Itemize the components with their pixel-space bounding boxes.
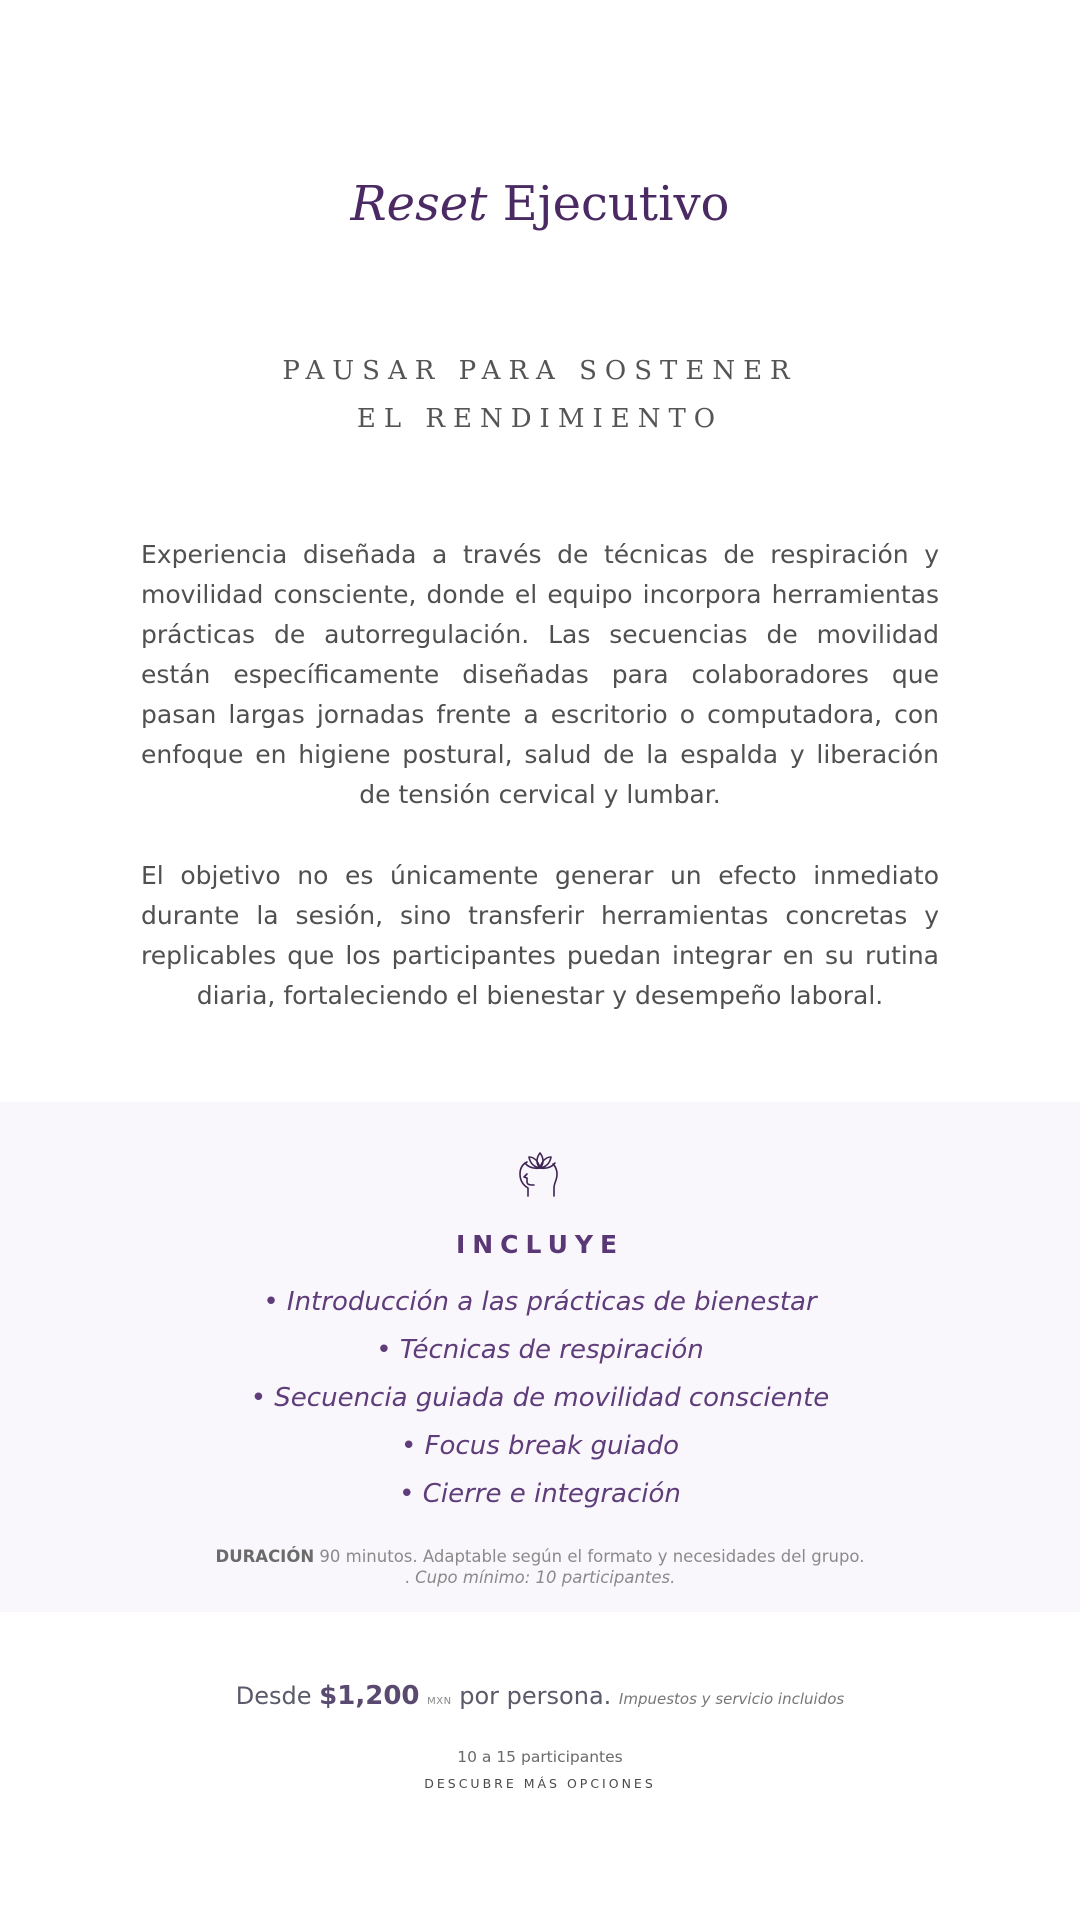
- price-currency: MXN: [427, 1696, 452, 1707]
- list-item: • Técnicas de respiración: [376, 1335, 704, 1365]
- minimum-participants: Cupo mínimo: 10 participantes.: [415, 1568, 676, 1587]
- price-amount: $1,200: [319, 1681, 420, 1711]
- lotus-head-icon: [514, 1144, 566, 1202]
- price-taxes-note: Impuestos y servicio incluidos: [618, 1690, 845, 1708]
- tagline: [0, 347, 1080, 443]
- page-title: [0, 168, 1080, 240]
- includes-section: [0, 1102, 1080, 1612]
- includes-list: [0, 1278, 1080, 1518]
- duration-label: DURACIÓN: [215, 1547, 315, 1566]
- tagline-line-1: PAUSAR PARA SOSTENER: [282, 356, 798, 386]
- list-item: • Secuencia guiada de movilidad consciente: [250, 1383, 830, 1413]
- list-item: • Focus break guiado: [400, 1431, 680, 1461]
- minimum-prefix: .: [404, 1568, 416, 1587]
- includes-title: INCLUYE: [455, 1230, 625, 1259]
- title-italic: Reset: [350, 176, 488, 232]
- description-paragraph-2: El objetivo no es únicamente generar un efecto inmediato durante la sesión, sino transferir herramientas concretas y replicables que los participantes puedan integrar en su rutina diaria, fortaleciendo el bienestar y desempeño laboral.: [141, 861, 939, 1010]
- more-options-link[interactable]: DESCUBRE MÁS OPCIONES: [424, 1776, 656, 1791]
- description-paragraph-1: Experiencia diseñada a través de técnicas de respiración y movilidad consciente, donde el equipo incorpora herramientas prácticas de autorregulación. Las secuencias de movilidad están específicamente diseñadas para colaboradores que pasan largas jornadas frente a escritorio o computadora, con enfoque en higiene postural, salud de la espalda y liberación de tensión cervical y lumbar.: [141, 540, 939, 809]
- price-suffix: por persona.: [459, 1682, 612, 1710]
- participants-range: 10 a 15 participantes: [457, 1748, 623, 1766]
- duration-info: [0, 1546, 1080, 1588]
- duration-text: 90 minutos. Adaptable según el formato y necesidades del grupo.: [319, 1547, 865, 1566]
- tagline-line-2: EL RENDIMIENTO: [356, 404, 724, 434]
- list-item: • Cierre e integración: [399, 1479, 681, 1509]
- list-item: • Introducción a las prácticas de bienestar: [263, 1287, 817, 1317]
- price-prefix: Desde: [235, 1682, 312, 1710]
- price-line: [0, 1680, 1080, 1718]
- title-rest: Ejecutivo: [502, 176, 730, 232]
